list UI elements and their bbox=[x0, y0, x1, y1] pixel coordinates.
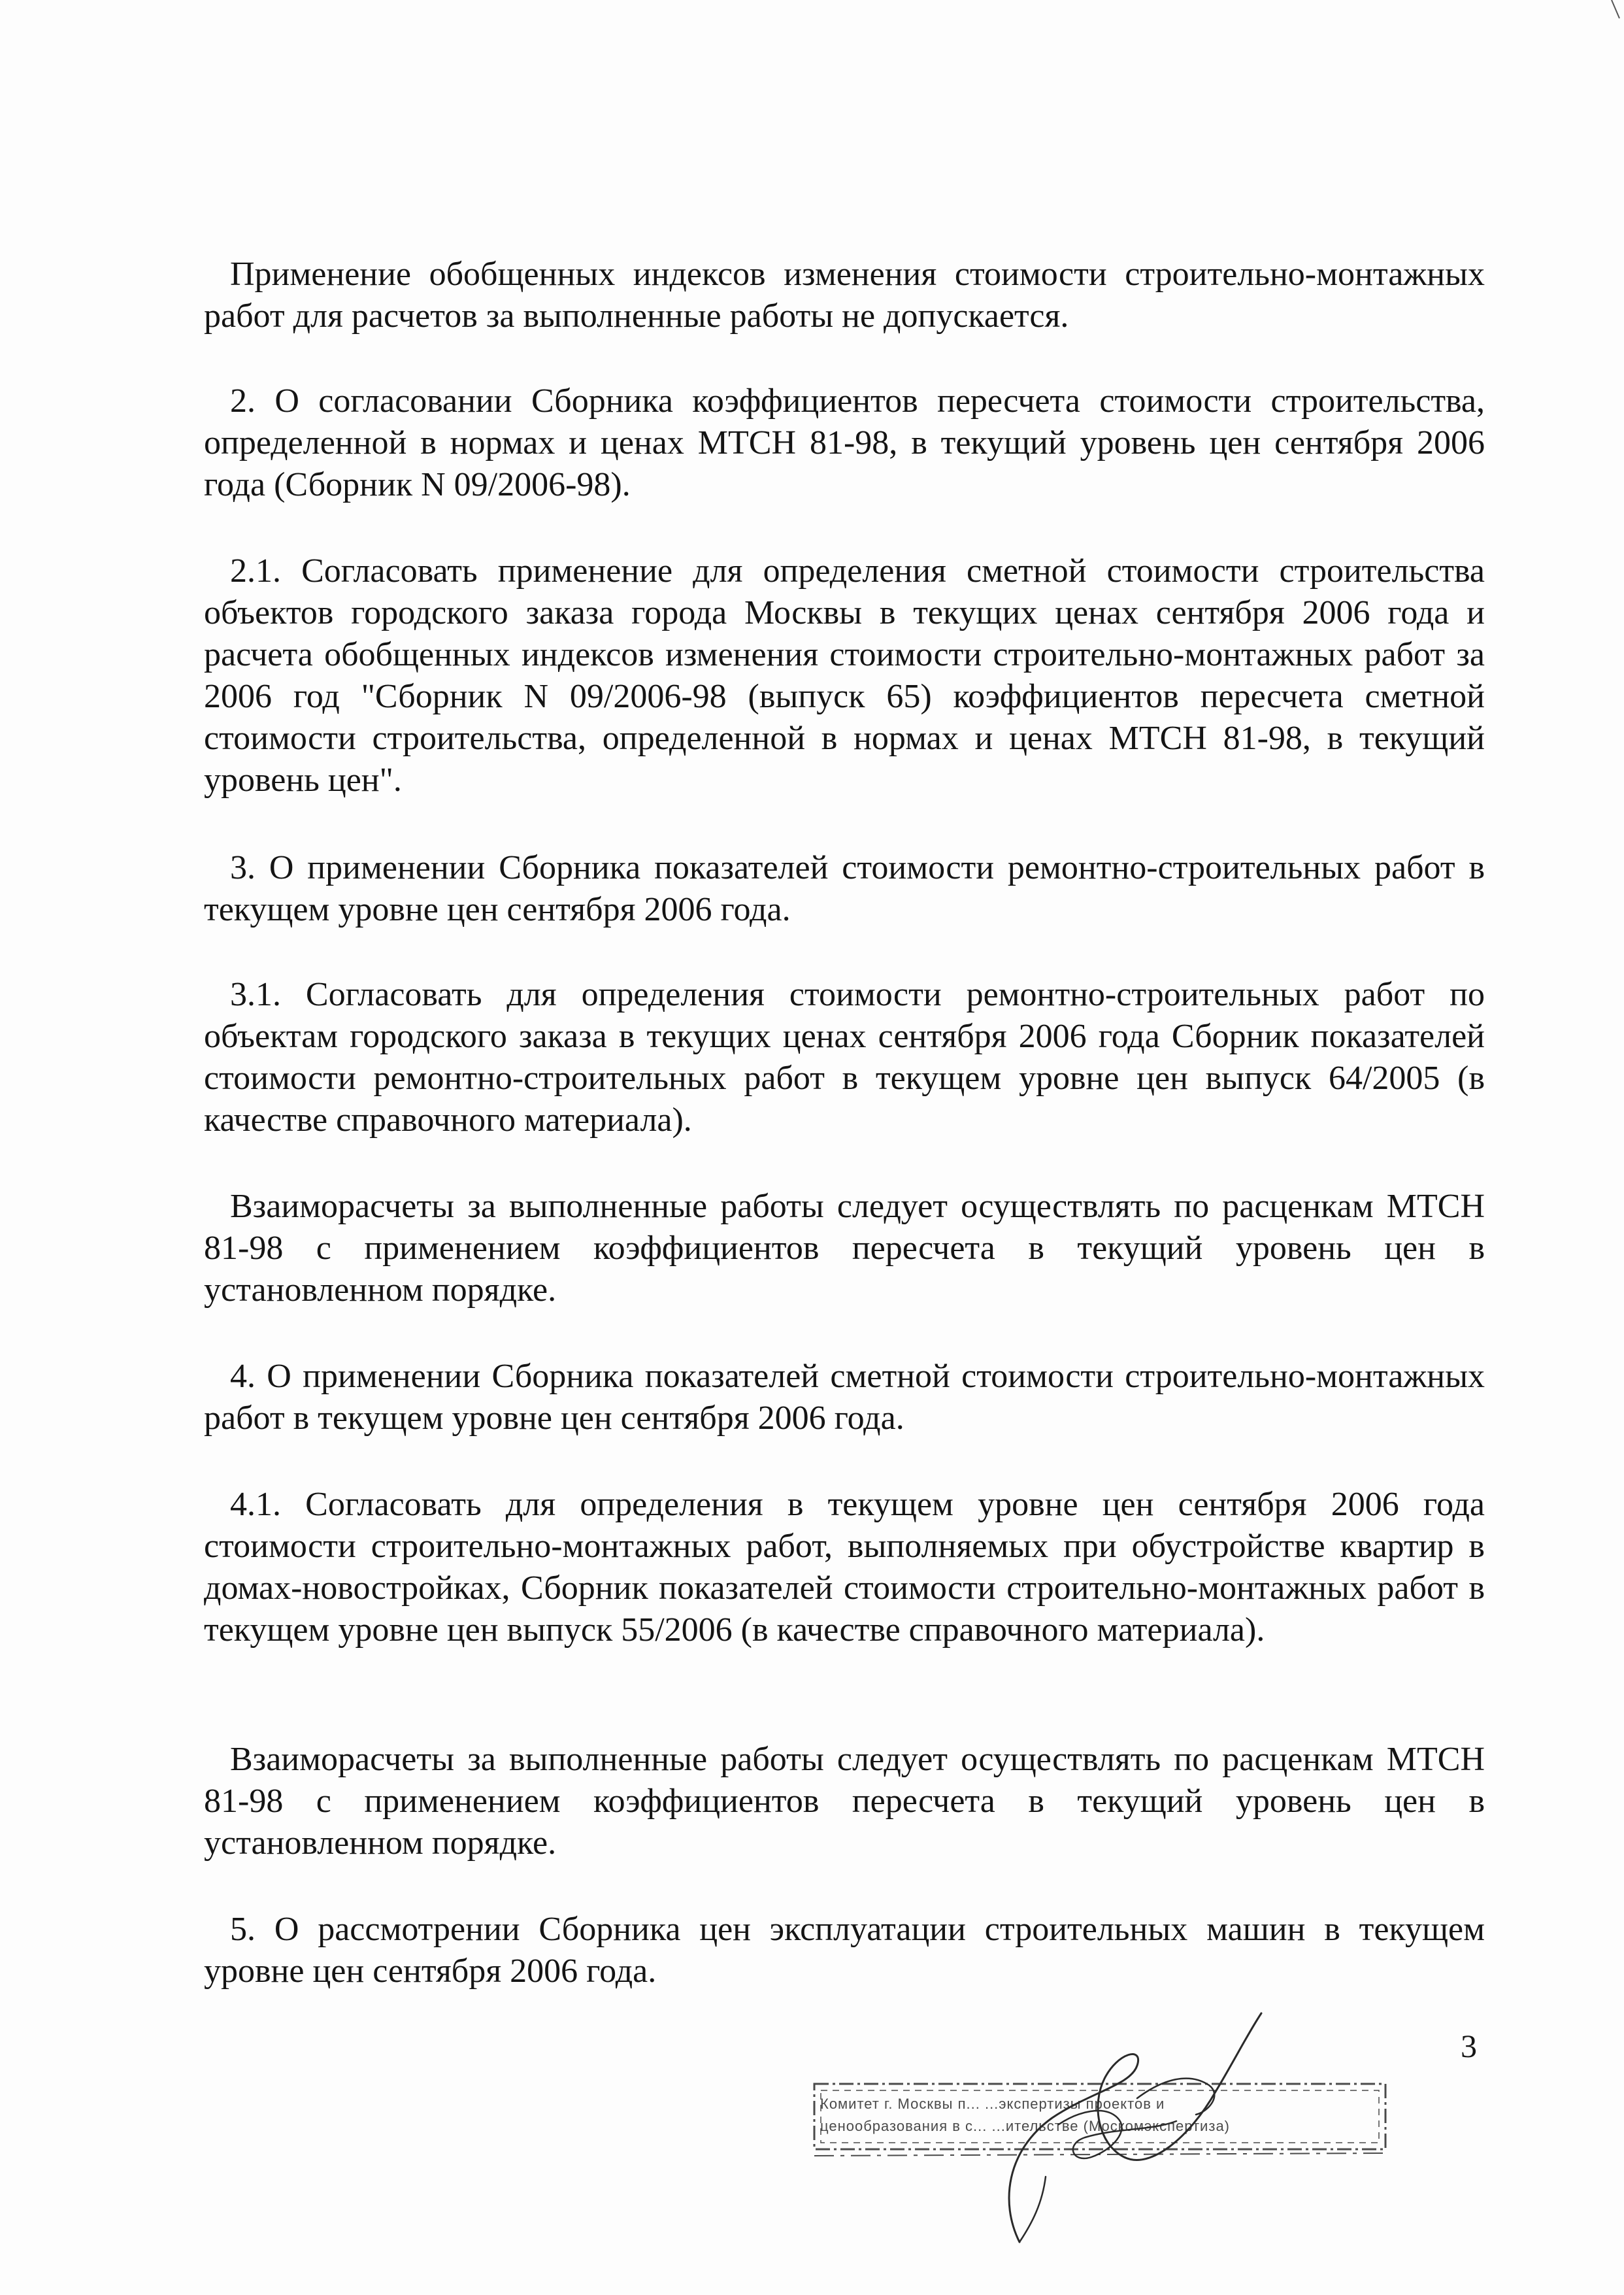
paragraph-4: 4. О применении Сборника показателей сметной стоимости строительно-монтажных работ в текущем уровне цен сентября 2006 года. bbox=[204, 1358, 1485, 1437]
stamp-line-2: ценообразования в с... ...ительстве (Москомэкспертиза) bbox=[820, 2118, 1230, 2134]
paragraph-settlements-1: Взаиморасчеты за выполненные работы следует осуществлять по расценкам МТСН 81-98 с применением коэффициентов пересчета в текущий уровень цен в установленном порядке. bbox=[204, 1188, 1485, 1309]
paragraph-3-1: 3.1. Согласовать для определения стоимости ремонтно-строительных работ по объектам городского заказа в текущих ценах сентября 2006 года Сборник показателей стоимости ремонтно-строительных работ в текущем уровне цен выпуск 64/2005 (в качестве справочного материала). bbox=[204, 976, 1485, 1139]
paragraph-settlements-2: Взаиморасчеты за выполненные работы следует осуществлять по расценкам МТСН 81-98 с применением коэффициентов пересчета в текущий уровень цен в установленном порядке. bbox=[204, 1741, 1485, 1862]
page-number: 3 bbox=[1461, 2028, 1477, 2064]
paragraph-5: 5. О рассмотрении Сборника цен эксплуатации строительных машин в текущем уровне цен сентября 2006 года. bbox=[204, 1911, 1485, 1990]
paragraph-4-1: 4.1. Согласовать для определения в текущем уровне цен сентября 2006 года стоимости строительно-монтажных работ, выполняемых при обустройстве квартир в домах-новостройках, Сборник показателей стоимости строительно-монтажных работ в текущем уровне цен выпуск 55/2006 (в качестве справочного материала). bbox=[204, 1486, 1485, 1649]
handwritten-signature bbox=[980, 2007, 1287, 2255]
stamp-line-1: Комитет г. Москвы п... ...экспертизы проектов и bbox=[820, 2096, 1165, 2112]
paragraph-2-1: 2.1. Согласовать применение для определения сметной стоимости строительства объектов городского заказа города Москвы в текущих ценах сентября 2006 года и расчета обобщенных индексов изменения стоимости строительно-монтажных работ за 2006 год "Сборник N 09/2006-98 (выпуск 65) коэффициентов пересчета сметной стоимости строительства, определенной в нормах и ценах МТСН 81-98, в текущий уровень цен". bbox=[204, 552, 1485, 799]
scan-mark bbox=[1609, 0, 1622, 20]
paragraph-3: 3. О применении Сборника показателей стоимости ремонтно-строительных работ в текущем уровне цен сентября 2006 года. bbox=[204, 849, 1485, 928]
paragraph-2: 2. О согласовании Сборника коэффициентов пересчета стоимости строительства, определенной в нормах и ценах МТСН 81-98, в текущий уровень цен сентября 2006 года (Сборник N 09/2006-98). bbox=[204, 382, 1485, 503]
paragraph-intro: Применение обобщенных индексов изменения стоимости строительно-монтажных работ для расчетов за выполненные работы не допускается. bbox=[204, 256, 1485, 335]
